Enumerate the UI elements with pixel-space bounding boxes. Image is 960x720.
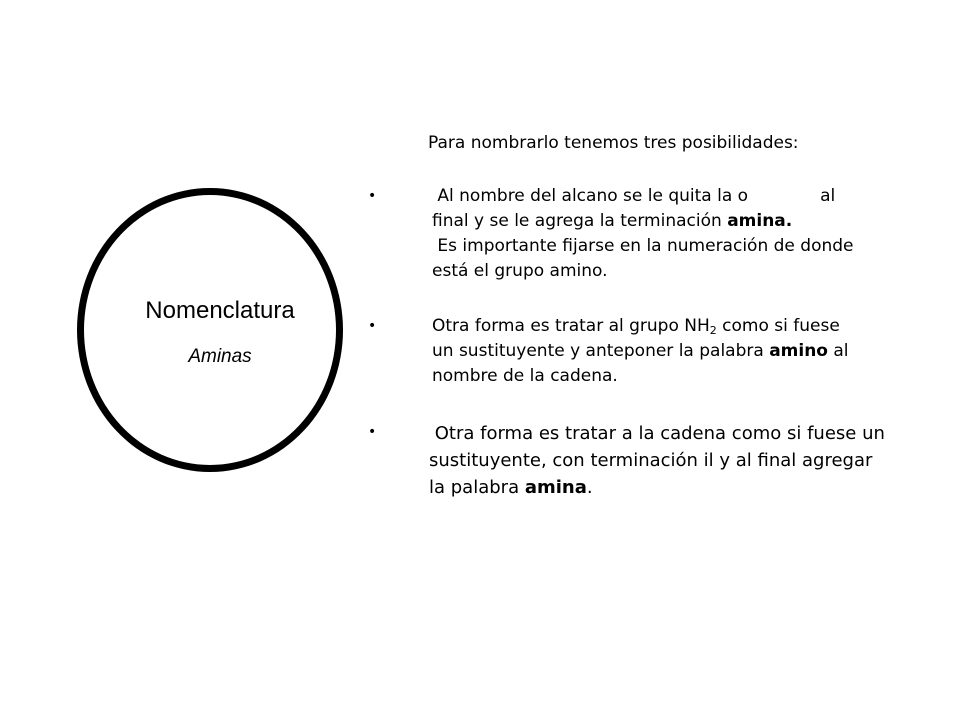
- bullet-2-line-1-b: como si fuese: [716, 316, 840, 336]
- bullet-3-line-3: [429, 474, 929, 501]
- bullet-1-text: [432, 184, 912, 284]
- bullet-1-bold-amina: amina: [727, 211, 786, 231]
- bullet-2-line-1: [432, 314, 912, 339]
- bullet-1-line-2: [432, 209, 912, 234]
- intro-text: Para nombrarlo tenemos tres posibilidades:: [428, 133, 799, 153]
- page-title: Nomenclatura: [145, 297, 295, 324]
- bullet-3-dot: •: [368, 424, 377, 440]
- bullet-2-subscript: 2: [709, 324, 717, 337]
- bullet-2-dot: •: [368, 318, 377, 334]
- bullet-3-text: [429, 420, 929, 501]
- bullet-2-line-2-b: al: [827, 341, 849, 361]
- bullet-1-line-2-a: final y se le agrega la terminación: [432, 211, 728, 231]
- bullet-3-line-2: sustituyente, con terminación il y al final agregar: [429, 450, 873, 471]
- bullet-2-bold-amino: amino: [769, 341, 828, 361]
- bullet-2-text: [432, 314, 912, 389]
- bullet-2-line-1-a: Otra forma es tratar al grupo NH: [432, 316, 710, 336]
- decorative-circle: [77, 188, 343, 472]
- bullet-1-line-3: [432, 234, 912, 259]
- bullet-2-line-3: nombre de la cadena.: [432, 366, 618, 386]
- bullet-3-line-1-text: Otra forma es tratar a la cadena como si fuese un: [434, 423, 885, 444]
- bullet-3-line-3-a: la palabra: [429, 477, 525, 498]
- bullet-1-line-3-text: Es importante fijarse en la numeración de donde: [437, 236, 854, 256]
- bullet-1-line-1: [432, 184, 912, 209]
- bullet-1-line-2-end: .: [785, 211, 793, 231]
- bullet-2-line-2: [432, 339, 912, 364]
- bullet-3-bold-amina: amina: [524, 477, 587, 498]
- bullet-1-line-4: está el grupo amino.: [432, 261, 608, 281]
- bullet-3-line-3-end: .: [586, 477, 593, 498]
- bullet-3-line-1: [429, 420, 929, 447]
- bullet-1-dot: •: [368, 188, 377, 204]
- page-subtitle: Aminas: [188, 346, 252, 367]
- bullet-2-line-2-a: un sustituyente y anteponer la palabra: [432, 341, 770, 361]
- bullet-1-line-1-a: Al nombre del alcano se le quita la o: [437, 186, 749, 206]
- bullet-1-line-1-b: al: [820, 186, 836, 206]
